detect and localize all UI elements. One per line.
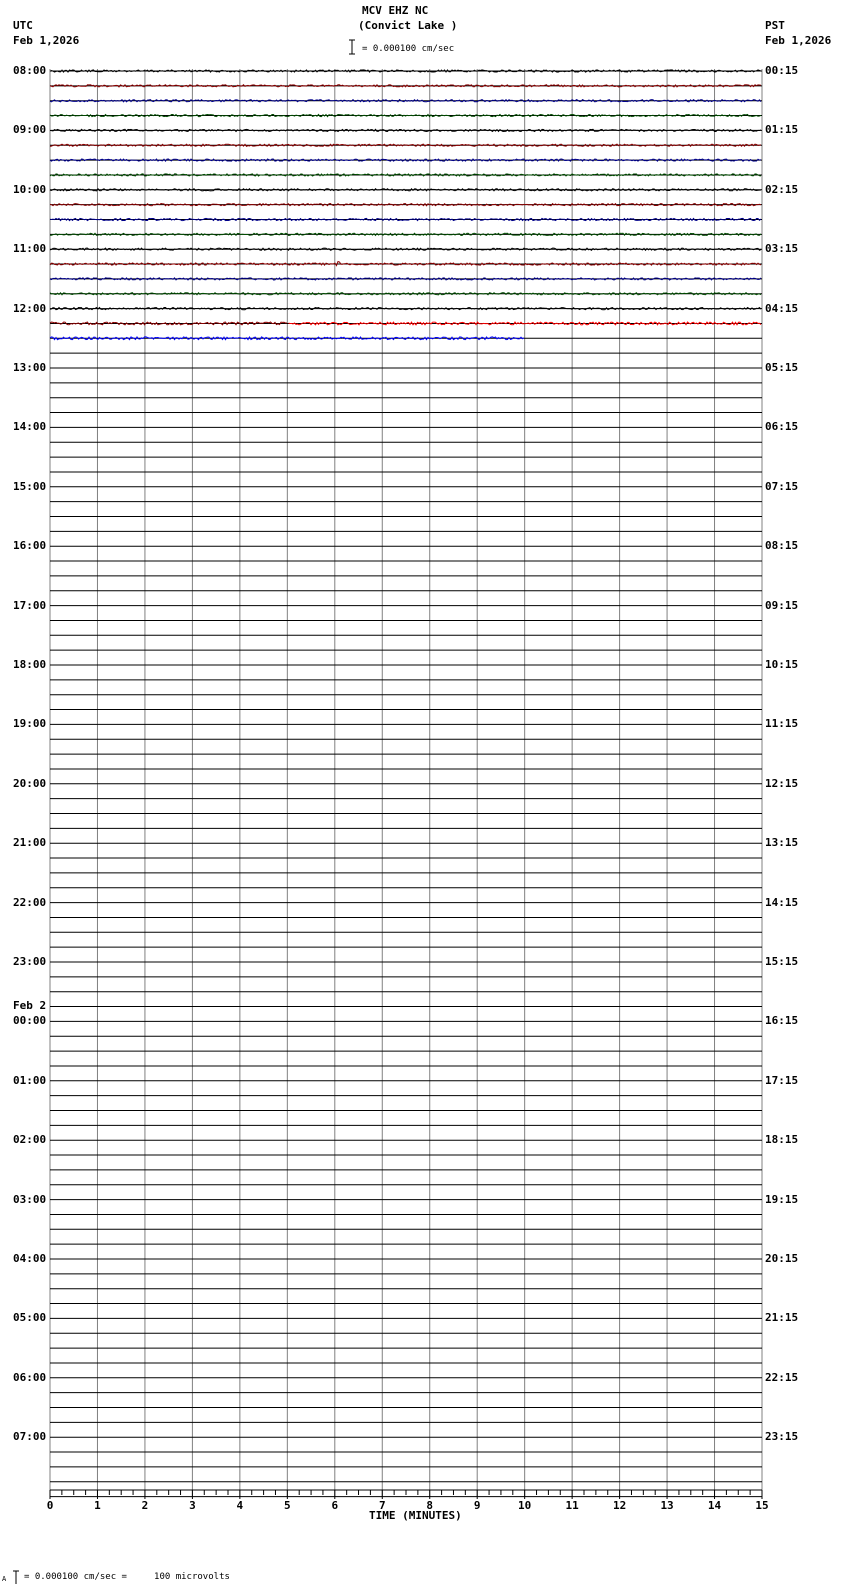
utc-hour-label: 16:00 — [13, 539, 47, 553]
utc-hour-label: 04:00 — [13, 1252, 47, 1265]
utc-hour-label: 17:00 — [13, 598, 47, 612]
pst-hour-label: 00:15 — [765, 64, 799, 77]
utc-hour-label: 10:00 — [13, 182, 47, 196]
utc-hour-label: 18:00 — [13, 658, 47, 671]
utc-hour-label: 01:00 — [13, 1073, 47, 1087]
seismic-trace — [50, 114, 761, 116]
x-tick-label: 2 — [141, 1499, 149, 1512]
seismic-trace — [50, 262, 761, 266]
utc-hour-label: 06:00 — [13, 1370, 47, 1384]
pst-hour-label: 20:15 — [765, 1252, 799, 1265]
pst-date: Feb 1,2026 — [765, 34, 832, 47]
utc-hour-label: 11:00 — [13, 242, 47, 256]
station-location: (Convict Lake ) — [358, 19, 458, 32]
utc-hour-label: 22:00 — [13, 895, 47, 909]
pst-hour-label: 10:15 — [765, 658, 799, 671]
utc-hour-label: 02:00 — [13, 1133, 47, 1147]
scale-icons — [13, 40, 355, 1584]
x-tick-label: 12 — [612, 1499, 627, 1512]
pst-hour-label: 21:15 — [765, 1311, 799, 1325]
utc-hour-label: 08:00 — [13, 64, 47, 77]
seismic-trace — [50, 278, 761, 280]
pst-hour-label: 18:15 — [765, 1133, 799, 1147]
pst-hour-label: 11:15 — [765, 717, 799, 731]
x-tick-label: 15 — [755, 1499, 769, 1512]
pst-hour-label: 23:15 — [765, 1430, 799, 1444]
x-tick-label: 8 — [426, 1499, 434, 1512]
pst-hour-label: 22:15 — [765, 1370, 799, 1384]
x-tick-label: 10 — [518, 1499, 532, 1512]
pst-hour-label: 19:15 — [765, 1192, 799, 1206]
footer-scale-bar-icon — [13, 1571, 19, 1584]
x-tick-label: 6 — [331, 1499, 339, 1512]
x-tick-label: 9 — [473, 1499, 481, 1512]
x-tick-label: 4 — [236, 1499, 244, 1512]
utc-hour-label: 00:00 — [13, 1014, 47, 1028]
pst-hour-label: 01:15 — [765, 123, 799, 137]
x-tick-label: 3 — [189, 1499, 196, 1512]
utc-hour-label: 09:00 — [13, 123, 47, 137]
pst-hour-label: 06:15 — [765, 420, 799, 434]
pst-hour-label: 07:15 — [765, 479, 799, 493]
utc-hour-label: 19:00 — [13, 717, 47, 731]
pst-hour-label: 08:15 — [765, 539, 799, 553]
footer-scale-note: = 0.000100 cm/sec = 100 microvolts — [24, 1572, 230, 1582]
pst-hour-label: 04:15 — [765, 301, 799, 315]
pst-hour-label: 14:15 — [765, 895, 799, 909]
utc-hour-label: 03:00 — [13, 1192, 47, 1206]
pst-hour-label: 12:15 — [765, 776, 799, 790]
scale-label: = 0.000100 cm/sec — [362, 44, 455, 54]
utc-hour-label: 23:00 — [13, 955, 47, 968]
pst-label: PST — [765, 19, 785, 32]
utc-hour-label: 20:00 — [13, 776, 47, 790]
pst-hour-label: 16:15 — [765, 1014, 799, 1028]
utc-hour-label: 14:00 — [13, 420, 47, 434]
pst-hour-label: 03:15 — [765, 242, 799, 256]
utc-hour-label: 15:00 — [13, 479, 47, 493]
station-title: MCV EHZ NC — [362, 4, 429, 17]
utc-hour-label: 12:00 — [13, 301, 47, 315]
utc-date: Feb 1,2026 — [13, 34, 80, 47]
utc-hour-label: 05:00 — [13, 1311, 47, 1325]
x-tick-label: 13 — [660, 1499, 674, 1512]
x-tick-label: 14 — [707, 1499, 722, 1512]
pst-hour-label: 02:15 — [765, 182, 799, 196]
utc-label: UTC — [13, 19, 33, 32]
x-tick-label: 7 — [378, 1499, 386, 1512]
utc-hour-label: 21:00 — [13, 836, 47, 850]
pst-hour-label: 09:15 — [765, 598, 799, 612]
x-tick-label: 0 — [46, 1499, 54, 1512]
utc-hour-label: 07:00 — [13, 1430, 47, 1444]
footer-prefix: A — [2, 1575, 7, 1583]
seismic-trace — [50, 293, 761, 295]
pst-hour-label: 15:15 — [765, 955, 799, 968]
pst-hour-label: 17:15 — [765, 1073, 799, 1087]
x-tick-label: 1 — [94, 1499, 101, 1512]
scale-bar-icon — [349, 40, 355, 54]
x-tick-label: 11 — [565, 1499, 579, 1512]
pst-hour-label: 05:15 — [765, 361, 799, 374]
grid — [50, 69, 762, 1497]
pst-hour-label: 13:15 — [765, 836, 799, 850]
date-change-label: Feb 2 — [13, 999, 47, 1013]
x-tick-label: 5 — [284, 1499, 291, 1512]
utc-hour-label: 13:00 — [13, 361, 47, 374]
x-axis-title: TIME (MINUTES) — [369, 1509, 462, 1522]
